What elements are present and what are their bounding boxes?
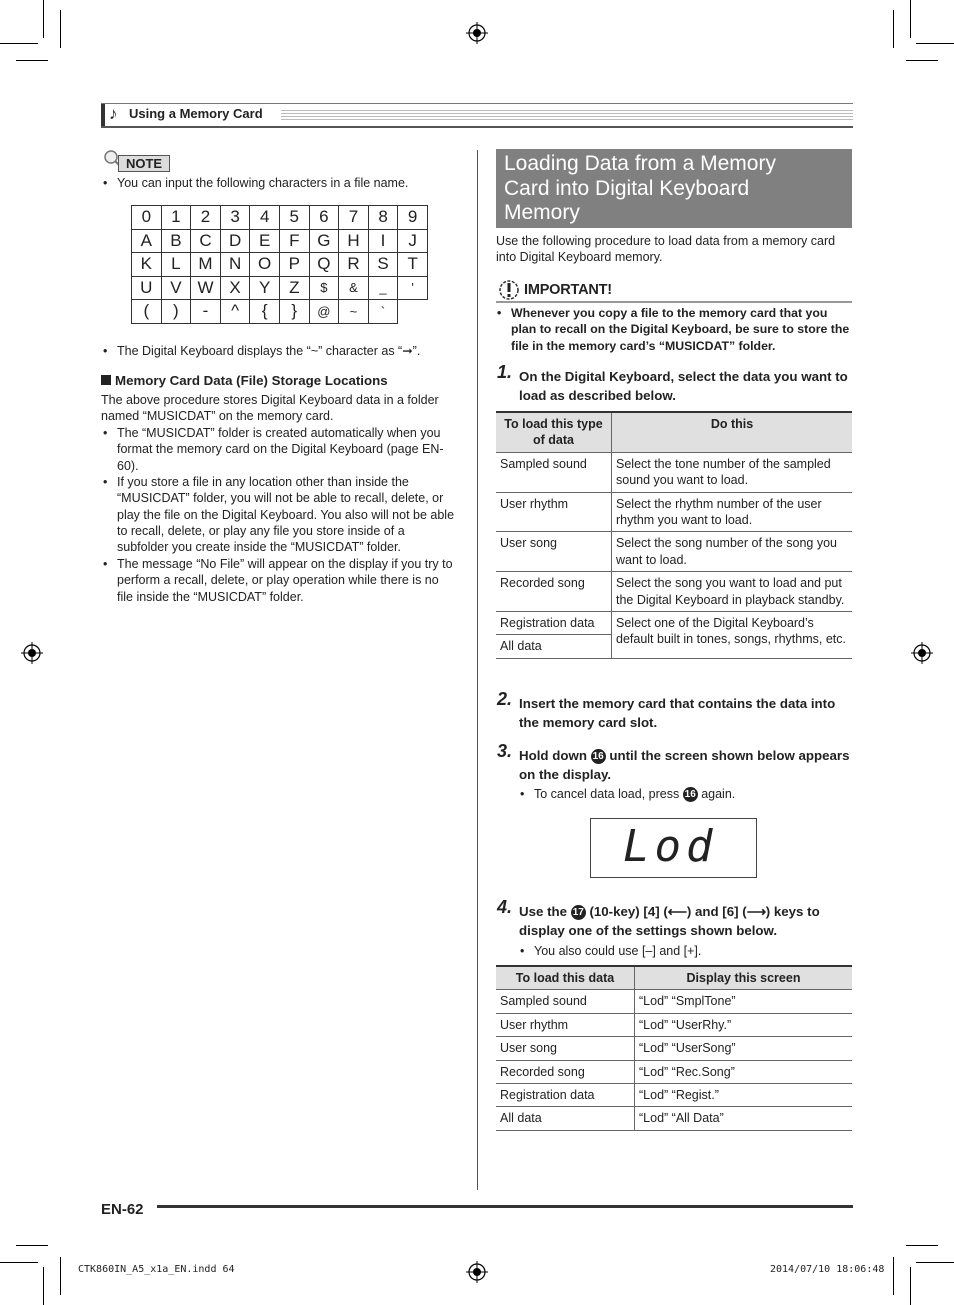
crop-mark [906, 1245, 938, 1246]
key-17-icon: 17 [572, 907, 584, 918]
char-cell: E [250, 229, 280, 253]
table-row [496, 612, 852, 635]
char-cell: _ [368, 276, 398, 300]
crop-mark [60, 1257, 61, 1295]
section-title-line: Card into Digital Keyboard [504, 176, 750, 200]
storage-bullet: • If you store a file in any location other than inside the “MUSICDAT” folder, you will not be able to recall, delete, or play the file on the Digital Keyboard. You also will not be able to recall, delete, or play any file you store inside of a subfolder you create inside the “MUSICDAT” folder. [103, 474, 457, 555]
crop-mark [906, 60, 938, 61]
char-row [132, 206, 428, 230]
char-cell: 0 [132, 206, 162, 230]
table-cell: Registration data [496, 1084, 635, 1107]
step-text-part: (10-key) [4] ( [589, 904, 668, 919]
step-number: 4. [497, 897, 513, 917]
step-bullet-text: again. [701, 787, 736, 801]
column-divider [477, 150, 478, 1190]
char-cell: 1 [161, 206, 191, 230]
slug-file: CTK860IN_A5_x1a_EN.indd 64 [78, 1264, 235, 1275]
step-text [519, 902, 853, 940]
crop-mark [910, 0, 911, 38]
char-cell: C [191, 229, 221, 253]
table-header-cell: Display this screen [635, 966, 853, 990]
table-row [496, 1084, 852, 1107]
registration-mark-icon [911, 642, 933, 664]
table-cell: Select the tone number of the sampled sound you want to load. [612, 452, 853, 492]
right-arrow-icon: ⟶ [746, 904, 766, 919]
section-intro: Use the following procedure to load data from a memory card into Digital Keyboard memory. [496, 234, 836, 265]
char-cell: D [220, 229, 250, 253]
char-cell: 6 [309, 206, 339, 230]
crop-mark [43, 0, 44, 38]
table-cell: User song [496, 532, 612, 572]
step-number: 1. [497, 362, 513, 382]
char-cell: ^ [220, 300, 250, 324]
step-text-part: until the screen shown below appears on the display. [519, 748, 850, 782]
crop-mark [16, 60, 48, 61]
step-text-part: ) keys to display one of the settings shown below. [519, 904, 820, 938]
note-bullet-text: You can input the following characters in a file name. [117, 176, 409, 190]
registration-mark-icon [466, 22, 488, 44]
table-cell: All data [496, 1107, 635, 1130]
char-row [132, 300, 428, 324]
table-cell: “Lod” “Rec.Song” [635, 1060, 853, 1083]
crop-mark [916, 1262, 954, 1263]
char-cell: } [279, 300, 309, 324]
header-bar [101, 104, 105, 126]
table-row [496, 1013, 852, 1036]
running-header [101, 103, 853, 128]
load-type-table [496, 411, 852, 659]
char-cell: N [220, 253, 250, 277]
storage-heading [101, 373, 388, 388]
char-cell: & [339, 276, 369, 300]
char-cell: ' [398, 276, 428, 300]
char-cell: I [368, 229, 398, 253]
step-3 [497, 741, 853, 784]
empty-cell [398, 300, 428, 324]
table-row [496, 990, 852, 1013]
char-cell: X [220, 276, 250, 300]
table-cell: Recorded song [496, 1060, 635, 1083]
char-row [132, 276, 428, 300]
char-cell: R [339, 253, 369, 277]
step-text-part: Hold down [519, 748, 587, 763]
crop-mark [0, 1262, 38, 1263]
table-cell: All data [496, 635, 612, 658]
char-cell: B [161, 229, 191, 253]
note-bullet-text: The Digital Keyboard displays the “~” character as “➞”. [117, 344, 421, 358]
step-text-part: Use the [519, 904, 568, 919]
table-cell: “Lod” “UserRhy.” [635, 1013, 853, 1036]
section-title [504, 152, 776, 226]
crop-mark [0, 43, 38, 44]
char-cell: Q [309, 253, 339, 277]
section-title-line: Memory [504, 201, 580, 224]
crop-mark [893, 1257, 894, 1295]
lcd-display [590, 818, 757, 878]
table-cell: Recorded song [496, 572, 612, 612]
section-banner [496, 149, 852, 228]
storage-bullet-text: If you store a file in any location other than inside the “MUSICDAT” folder, you will not be able to recall, delete, or play the file on the Digital Keyboard. You also will not be able to recall, delete, or play any file you store inside of a subfolder you create inside the “MUSICDAT” folder. [117, 475, 455, 555]
table-cell: Sampled sound [496, 452, 612, 492]
table-header-row [496, 412, 852, 452]
crop-mark [910, 1267, 911, 1305]
table-cell: “Lod” “Regist.” [635, 1084, 853, 1107]
table-cell: Sampled sound [496, 990, 635, 1013]
section-title-line: Loading Data from a Memory [504, 152, 776, 175]
storage-intro: The above procedure stores Digital Keyboard data in a folder named “MUSICDAT” on the memory card. [101, 393, 439, 424]
storage-bullet-text: The message “No File” will appear on the display if you try to perform a recall, delete, or play operation while there is no file inside the “MUSICDAT” folder. [117, 557, 453, 604]
important-text: IMPORTANT! [524, 282, 612, 298]
char-cell: @ [309, 300, 339, 324]
char-cell: ~ [339, 300, 369, 324]
key-16-icon: 16 [684, 789, 696, 800]
left-arrow-icon: ⟵ [667, 904, 687, 919]
square-bullet-icon [101, 375, 111, 385]
note-bullet: • The Digital Keyboard displays the “~” character as “➞”. [103, 344, 421, 358]
char-row [132, 229, 428, 253]
char-cell: 8 [368, 206, 398, 230]
key-16-icon: 16 [592, 751, 604, 762]
step-1 [497, 362, 853, 405]
char-cell: 2 [191, 206, 221, 230]
char-cell: K [132, 253, 162, 277]
table-cell: “Lod” “UserSong” [635, 1037, 853, 1060]
step-text [519, 746, 853, 784]
step-bullet-text: You also could use [–] and [+]. [534, 944, 702, 958]
display-table [496, 965, 852, 1131]
char-cell: 7 [339, 206, 369, 230]
char-cell: G [309, 229, 339, 253]
table-cell: “Lod” “All Data” [635, 1107, 853, 1130]
step-bullet-text: To cancel data load, press [534, 787, 680, 801]
storage-bullet-text: The “MUSICDAT” folder is created automatically when you format the memory card on the Digital Keyboard (page EN-60). [117, 426, 444, 473]
important-bullet: • Whenever you copy a file to the memory card that you plan to recall on the Digital Keyboard, be sure to store the file in the memory card’s “MUSICDAT” folder. [497, 305, 852, 354]
header-title: Using a Memory Card [129, 106, 263, 121]
table-row [496, 1107, 852, 1130]
step-text-part: ) and [6] ( [686, 904, 747, 919]
table-cell: “Lod” “SmplTone” [635, 990, 853, 1013]
char-cell: ( [132, 300, 162, 324]
char-cell: O [250, 253, 280, 277]
char-cell: J [398, 229, 428, 253]
lcd-text: Lod [623, 821, 718, 872]
char-cell: W [191, 276, 221, 300]
table-cell: User song [496, 1037, 635, 1060]
step-text: On the Digital Keyboard, select the data you want to load as described below. [519, 369, 848, 403]
char-cell: P [279, 253, 309, 277]
storage-heading-text: Memory Card Data (File) Storage Locations [115, 373, 388, 388]
table-cell: Select the rhythm number of the user rhythm you want to load. [612, 492, 853, 532]
crop-mark [916, 43, 954, 44]
character-table [131, 205, 428, 324]
table-row [496, 452, 852, 492]
step-number: 3. [497, 741, 513, 761]
header-rule [281, 108, 853, 120]
warning-icon [498, 279, 520, 301]
step-bullet: • To cancel data load, press 16 again. [520, 787, 736, 801]
note-bullet: • You can input the following characters in a file name. [103, 176, 409, 190]
table-cell: Select the song number of the song you want to load. [612, 532, 853, 572]
char-cell: Y [250, 276, 280, 300]
page-number: EN-62 [101, 1201, 144, 1218]
table-header-cell: Do this [612, 412, 853, 452]
footer-rule [157, 1205, 853, 1208]
table-row [496, 1060, 852, 1083]
important-label [496, 279, 852, 303]
storage-bullet: • The “MUSICDAT” folder is created automatically when you format the memory card on the Digital Keyboard (page EN-60). [103, 425, 457, 474]
char-cell: F [279, 229, 309, 253]
table-header-row [496, 966, 852, 990]
table-cell: Select the song you want to load and put the Digital Keyboard in playback standby. [612, 572, 853, 612]
char-cell: { [250, 300, 280, 324]
step-number: 2. [497, 689, 513, 709]
char-cell: - [191, 300, 221, 324]
char-cell: ) [161, 300, 191, 324]
table-row [496, 572, 852, 612]
registration-mark-icon [21, 642, 43, 664]
table-row [496, 492, 852, 532]
note-text: NOTE [118, 155, 170, 172]
slug-date: 2014/07/10 18:06:48 [770, 1264, 885, 1275]
registration-mark-icon [466, 1261, 488, 1283]
step-4 [497, 897, 853, 940]
important-bullet-text: Whenever you copy a file to the memory card that you plan to recall on the Digital Keyboard, be sure to store the file in the memory card’s “MUSICDAT” folder. [511, 306, 850, 353]
char-cell: A [132, 229, 162, 253]
crop-mark [43, 1267, 44, 1305]
char-cell: 5 [279, 206, 309, 230]
char-cell: ` [368, 300, 398, 324]
char-cell: S [368, 253, 398, 277]
char-row [132, 253, 428, 277]
crop-mark [16, 1245, 48, 1246]
step-2 [497, 689, 853, 732]
step-bullet: • You also could use [–] and [+]. [520, 944, 702, 958]
char-cell: T [398, 253, 428, 277]
char-cell: 4 [250, 206, 280, 230]
crop-mark [893, 10, 894, 48]
table-cell: Registration data [496, 612, 612, 635]
char-cell: 9 [398, 206, 428, 230]
table-header-cell: To load this data [496, 966, 635, 990]
crop-mark [60, 10, 61, 48]
char-cell: $ [309, 276, 339, 300]
table-cell: User rhythm [496, 1013, 635, 1036]
char-cell: M [191, 253, 221, 277]
step-text: Insert the memory card that contains the data into the memory card slot. [519, 696, 836, 730]
table-row [496, 1037, 852, 1060]
music-note-icon: ♪ [109, 104, 118, 123]
char-cell: H [339, 229, 369, 253]
char-cell: Z [279, 276, 309, 300]
table-cell: Select one of the Digital Keyboard’s default built in tones, songs, rhythms, etc. [612, 612, 853, 659]
char-cell: 3 [220, 206, 250, 230]
char-cell: U [132, 276, 162, 300]
char-cell: L [161, 253, 191, 277]
char-cell: V [161, 276, 191, 300]
table-row [496, 532, 852, 572]
storage-bullet: • The message “No File” will appear on the display if you try to perform a recall, delete, or play operation while there is no file inside the “MUSICDAT” folder. [103, 556, 457, 605]
table-cell: User rhythm [496, 492, 612, 532]
table-header-cell: To load this type of data [496, 412, 612, 452]
